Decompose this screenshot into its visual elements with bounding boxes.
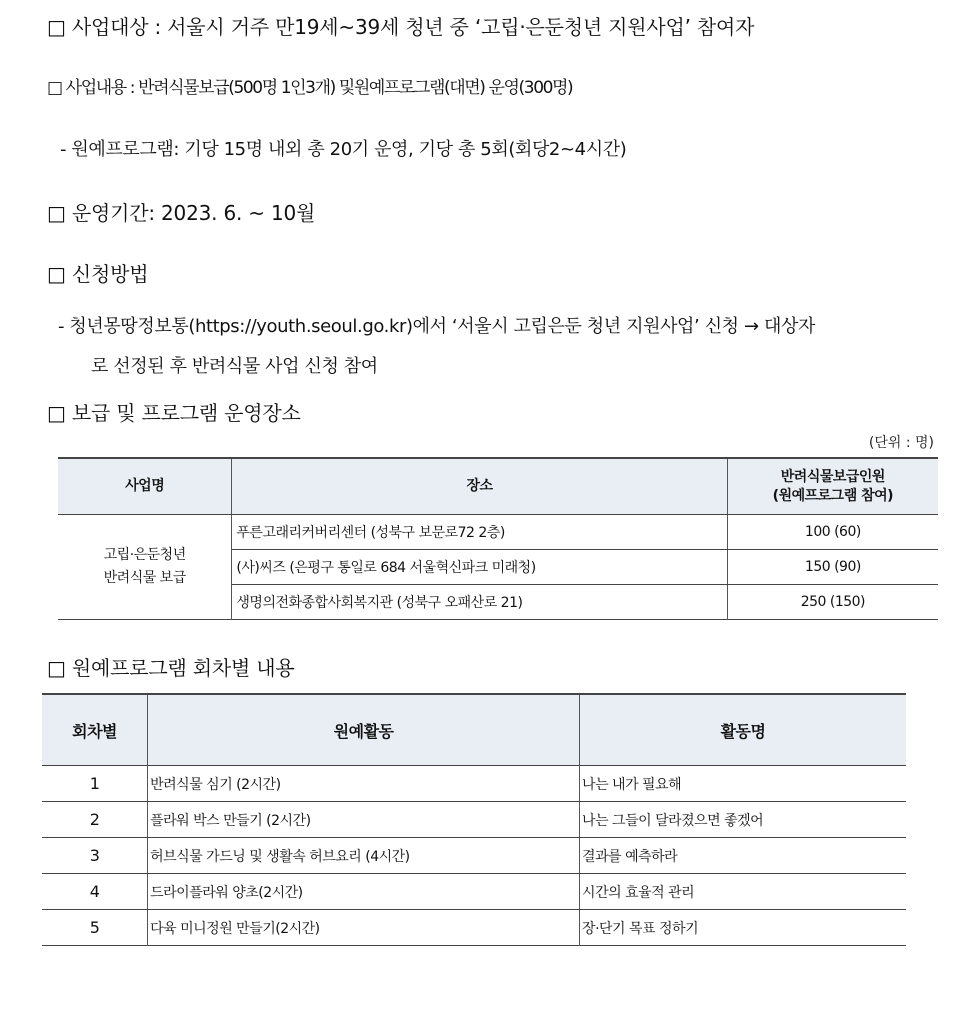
place-cell: 생명의전화종합사회복지관 (성북구 오패산로 21) — [232, 585, 727, 620]
session-no-cell: 1 — [42, 766, 148, 802]
period-line: □ 운영기간: 2023. 6. ~ 10월 — [47, 201, 316, 225]
table-row — [42, 910, 906, 946]
table-row — [42, 802, 906, 838]
session-no-cell: 5 — [42, 910, 148, 946]
activity-name-cell: 시간의 효율적 관리 — [580, 874, 906, 910]
session-no-cell: 4 — [42, 874, 148, 910]
business-name-line1: 고립·은둔청년 — [103, 547, 186, 563]
place-cell: 푸른고래리커버리센터 (성북구 보문로72 2층) — [232, 515, 727, 550]
activity-name-cell: 장·단기 목표 정하기 — [582, 920, 699, 937]
content-line: □ 사업내용 : 반려식물보급(500명 1인3개) 및원예프로그램(대면) 운영(300명) — [47, 78, 573, 98]
session-heading: □ 원예프로그램 회차별 내용 — [47, 656, 295, 680]
header-activity: 원예활동 — [148, 694, 580, 766]
unit-label: (단위 : 명) — [868, 435, 934, 451]
activity-cell: 플라워 박스 만들기 (2시간) — [148, 802, 580, 838]
header-activity-name: 활동명 — [580, 694, 906, 766]
target-line: □ 사업대상 : 서울시 거주 만19세~39세 청년 중 ‘고립·은둔청년 지원사업’ 참여자 — [47, 15, 755, 39]
apply-line-2: 로 선정된 후 반려식물 사업 신청 참여 — [91, 356, 378, 377]
activity-cell: 다육 미니정원 만들기(2시간) — [148, 910, 580, 946]
table-row — [42, 766, 906, 802]
table-row — [42, 838, 906, 874]
table-row — [58, 515, 938, 550]
header-session-no: 회차별 — [42, 694, 148, 766]
activity-name-cell: 나는 내가 필요해 — [580, 766, 906, 802]
count-cell: 100 (60) — [727, 515, 938, 550]
venue-table — [58, 457, 938, 620]
business-name-cell — [58, 515, 232, 620]
header-count-line2: (원예프로그램 참여) — [772, 487, 894, 504]
venue-header-row — [58, 458, 938, 515]
header-count-line1: 반려식물보급인원 — [780, 468, 885, 485]
activity-cell: 반려식물 심기 (2시간) — [148, 766, 580, 802]
activity-name-cell: 나는 그들이 달라졌으면 좋겠어 — [580, 802, 906, 838]
header-place: 장소 — [232, 458, 727, 515]
session-header-row — [42, 694, 906, 766]
content-detail-line: - 원예프로그램: 기당 15명 내외 총 20기 운영, 기당 총 5회(회당2~4시간) — [60, 139, 627, 160]
session-no-cell: 2 — [42, 802, 148, 838]
apply-line-1: - 청년몽땅정보통(https://youth.seoul.go.kr)에서 ‘서울시 고립은둔 청년 지원사업’ 신청 → 대상자 — [58, 316, 815, 337]
table-row — [42, 874, 906, 910]
apply-heading: □ 신청방법 — [47, 262, 149, 286]
header-business: 사업명 — [58, 458, 232, 515]
venue-heading: □ 보급 및 프로그램 운영장소 — [47, 401, 301, 425]
place-cell: (사)씨즈 (은평구 통일로 684 서울혁신파크 미래청) — [232, 550, 727, 585]
session-table — [42, 693, 906, 946]
header-count — [727, 458, 938, 515]
activity-cell: 허브식물 가드닝 및 생활속 허브요리 (4시간) — [148, 838, 580, 874]
activity-cell: 드라이플라워 양초(2시간) — [148, 874, 580, 910]
business-name-line2: 반려식물 보급 — [103, 570, 186, 586]
activity-name-cell: 결과를 예측하라 — [580, 838, 906, 874]
count-cell: 150 (90) — [727, 550, 938, 585]
session-no-cell: 3 — [42, 838, 148, 874]
count-cell: 250 (150) — [800, 594, 866, 610]
